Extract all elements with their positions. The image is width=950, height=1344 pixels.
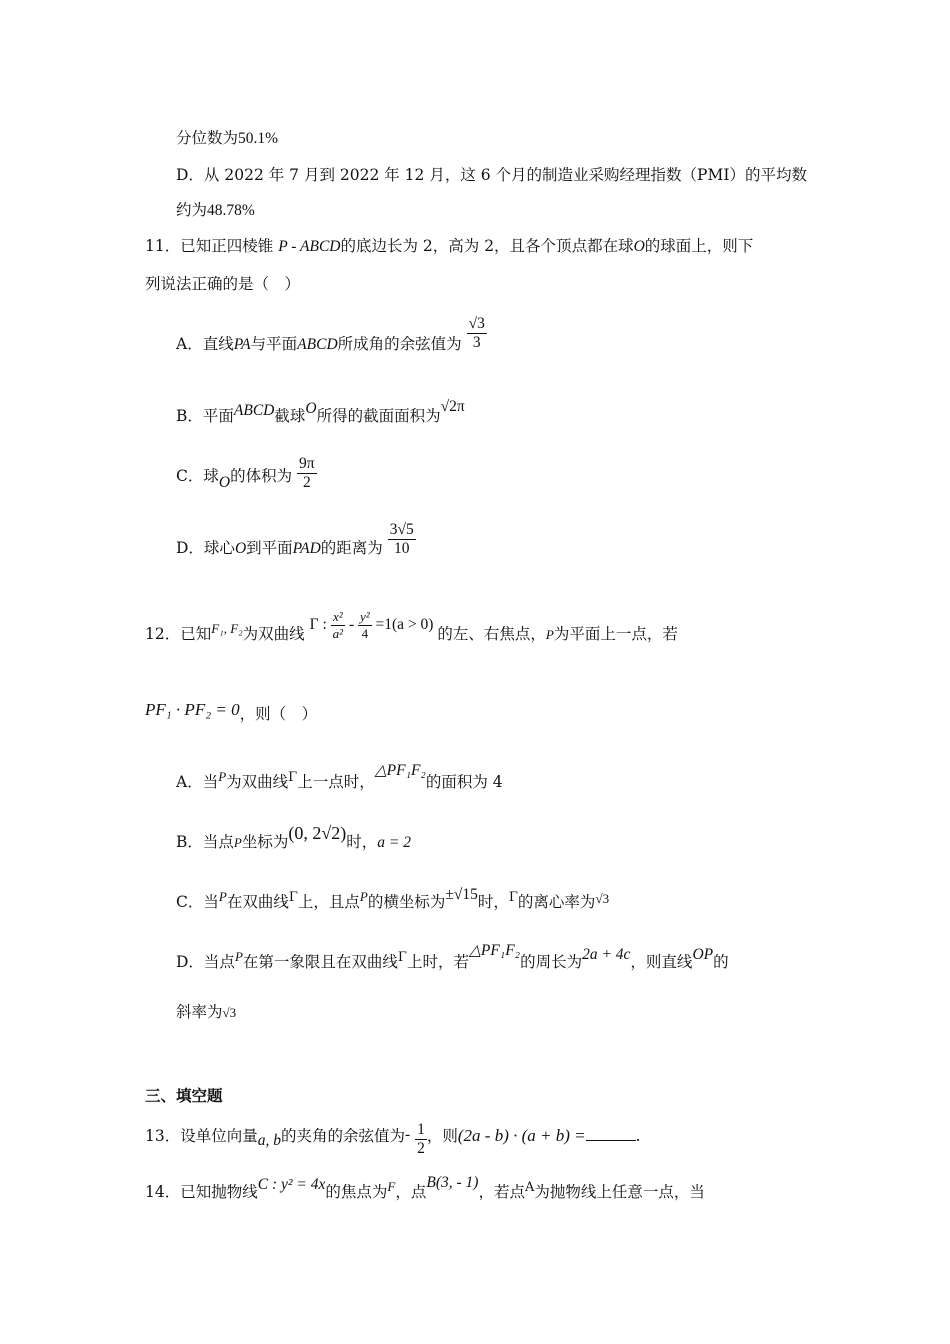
q12-option-d: D．当点$^P$在第一象限且在双曲线$^\Gamma$上时，若△PF₁F₂的周长为2a + 4c，则直线OP的 bbox=[176, 942, 729, 971]
prev-tail: 分位数为50.1% bbox=[176, 129, 279, 147]
q11-a-fraction: $\frac{√3}{3}$ bbox=[468, 314, 485, 351]
q11-stem-line2: 列说法正确的是（ ） bbox=[145, 275, 301, 293]
q11-option-c: C．球O的体积为 $\frac{9\pi}{2}$ bbox=[176, 454, 315, 491]
answer-blank[interactable] bbox=[586, 1139, 636, 1141]
q11-stem: 11．已知正四棱锥 P - ABCD的底边长为 2，高为 2，且各个顶点都在球O的球面上，则下 bbox=[145, 237, 754, 255]
q11-option-b: B．平面ABCD截球O所得的截面面积为√2π bbox=[176, 398, 465, 425]
q11-d-fraction: $\frac{3√5}{10}$ bbox=[389, 520, 414, 557]
q14-stem: 14．已知抛物线C : y² = 4x的焦点为$^F$，点B(3, - 1)，若点$^A$为抛物线上任意一点，当 bbox=[145, 1174, 705, 1201]
section-title: 三、填空题 bbox=[145, 1087, 223, 1105]
prev-option-d-cont: 约为48.78% bbox=[176, 201, 255, 219]
q13-fraction: $\frac{1}{2}$ bbox=[417, 1120, 425, 1157]
q12-option-b: B．当点P坐标为(0, 2√2)时，a = 2 bbox=[176, 823, 411, 851]
q12-option-c: C．当$^P$在双曲线$^\Gamma$上，且点$^P$的横坐标为±√15时，$^\Gamma$的离心率为$^{√3}$ bbox=[176, 886, 610, 911]
q12-stem: 12．已知$^{F_1, F_2}$为双曲线 Γ : $\frac{\text{x²}}{\text{a²}}$ - $\frac{\text{y²}}{4}$ =1(a > 0) 的左、右焦点，P为平面上一点，若 bbox=[145, 608, 678, 643]
q12-option-d-cont: 斜率为√3 bbox=[176, 1003, 237, 1021]
hyperbola-equation: Γ : $\frac{\text{x²}}{\text{a²}}$ - $\frac{\text{y²}}{4}$ =1(a > 0) bbox=[309, 608, 434, 641]
q13-stem: 13．设单位向量a, b的夹角的余弦值为- $\frac{1}{2}$ ，则(2a - b) · (a + b) = . bbox=[145, 1120, 641, 1157]
q12-option-a: A．当$^P$为双曲线$^\Gamma$上一点时，△PF₁F₂的面积为 4 bbox=[176, 762, 503, 791]
q11-c-fraction: $\frac{9\pi}{2}$ bbox=[299, 454, 315, 491]
q11-option-d: D．球心O到平面PAD的距离为 $\frac{3√5}{10}$ bbox=[176, 520, 414, 557]
q11-option-a: A．直线PA与平面ABCD所成角的余弦值为 $\frac{√3}{3}$ bbox=[176, 314, 485, 353]
prev-option-d: D．从 2022 年 7 月到 2022 年 12 月，这 6 个月的制造业采购经理指数（PMI）的平均数 bbox=[176, 166, 807, 184]
q12-condition: PF₁ · PF₂ = 0，则（ ） bbox=[145, 700, 318, 723]
